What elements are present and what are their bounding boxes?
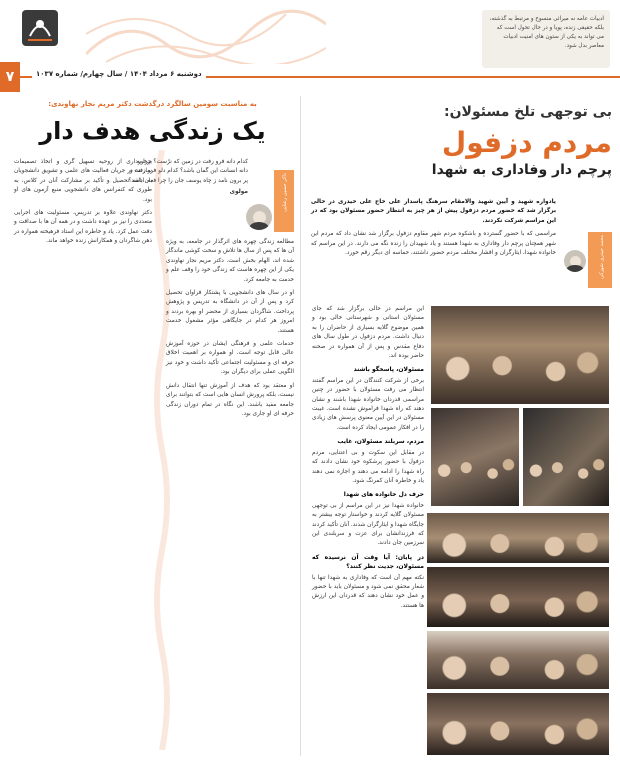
article2-paragraph: دکتر نهاوندی علاوه بر تدریس، مسئولیت های اجرایی متعددی را نیز بر عهده داشت و در همه آن ها با صداقت و دقت عمل کرد. یاد و خاطره این استاد فرهیخته همواره در ذهن شاگردان و همکارانش زنده خواهد ماند.	[14, 210, 152, 245]
article2-paragraph: او در سال های دانشجویی با پشتکار فراوان تحصیل کرد و پس از آن در دانشگاه به تدریس و پژوهش پرداخت. شاگردان بسیاری از محضر او بهره بردند و امروز هر کدام در جایگاهی مؤثر مشغول خدمت هستند.	[166, 290, 294, 334]
article1-paragraph: خانواده شهدا نیز در این مراسم از بی توجهی مسئولان گلایه کردند و خواستار توجه بیشتر به جایگاه شهدا و ایثارگران شدند. آنان تأکید کردند که فرزندانشان برای عزت و سربلندی این سرزمین جان دادند.	[312, 502, 424, 547]
page-number: ۷	[0, 62, 20, 92]
article1-subtitle: پرچم دار وفاداری به شهدا	[431, 162, 612, 178]
article1-photo-crowd	[430, 305, 610, 405]
article1-photo-mourners	[522, 407, 610, 507]
article2-author: ذاکر حسین رعنایی	[282, 173, 288, 212]
article2-paragraph: او معتقد بود که هدف از آموزش تنها انتقال دانش نیست، بلکه پرورش انسان هایی است که بتوانند برای جامعه مفید باشند. این نگاه در تمام دوران زندگی حرفه ای او جاری بود.	[166, 382, 294, 417]
article2-paragraph: مطالعه زندگی چهره های اثرگذار در جامعه، به ویژه آن ها که پس از سال ها تلاش و سخت کوشی ماندگار شده اند، الهام بخش است. دکتر مریم نجار نهاوندی یکی از این چهره هاست که زندگی خود را وقف علم و خدمت به جامعه کرد.	[166, 239, 294, 283]
article1-lead	[311, 198, 556, 262]
article2-column-d	[14, 158, 152, 251]
article1-paragraph: این مراسم در حالی برگزار شد که جای مسئولان استانی و شهرستانی خالی بود و همین موضوع گلایه بسیاری از حاضران را به دنبال داشت. مردم دزفول در طول سال های دفاع مقدس و پس از آن همواره در صحنه حاضر بوده اند.	[312, 306, 424, 360]
article2-kicker: به مناسبت سومین سالگرد درگذشت دکتر مریم نجار نهاوندی:	[48, 100, 257, 108]
article1-paragraph: در مقابل این سکوت و بی اعتنایی، مردم دزفول با حضور پرشکوه خود نشان دادند که راه شهدا را ادامه می دهند و اجازه نمی دهند یاد و خاطره آنان کمرنگ شود.	[312, 449, 424, 484]
header-quote: ادبیات عامه نه میراثی منسوخ و مرتبط به گذشته، بلکه حقیقی زنده، پویا و در حال تحول است که می تواند به یکی از ستون های امنیت ادبیات معاصر بدل شود.	[482, 10, 610, 68]
avatar-body	[566, 265, 584, 272]
article1-title: مردم دزفول	[441, 126, 612, 159]
article2-poem-credit: مولوی	[229, 189, 248, 196]
article2-header	[10, 100, 295, 146]
photo-people	[427, 654, 609, 689]
photo-people	[523, 447, 609, 506]
article1-paragraph: نکته مهم آن است که وفاداری به شهدا تنها با شعار محقق نمی شود و مسئولان باید با حضور و عمل خود نشان دهند که قدردان این ارزش ها هستند.	[312, 574, 424, 609]
article1-paragraph: مراسمی که با حضور گسترده و باشکوه مردم شهر مقاوم دزفول برگزار شد نشان داد که مردم این شهر همچنان پرچم دار وفاداری به شهدا هستند و یاد شهیدان را زنده نگه می دارند. در این مراسم که خانواده شهدا، ایثارگران و اقشار مختلف مردم حضور داشتند، حماسه ای دیگر رقم خورد.	[311, 231, 556, 257]
article1-author: محمد حیدری شورکی	[599, 235, 605, 279]
article1-lead-text: یادواره شهید و آیین شهید والامقام سرهنگ پاسدار علی حاج علی حیدری در حالی برگزار شد که حضور مردم دزفول پیش از هر چیز به انتظار حضور مسئولان بود که در این مراسم شرکت نکردند.	[311, 199, 556, 224]
column-swirl-decoration	[152, 150, 172, 750]
column-divider	[300, 96, 301, 756]
photo-people	[427, 533, 609, 563]
date-bar	[0, 66, 620, 88]
avatar-body	[249, 222, 270, 230]
header-decoration	[86, 4, 326, 64]
article1-heading: مردم، سربلند مسئولان، غایب	[337, 438, 424, 446]
article1-photo-hall	[426, 512, 610, 564]
article2-poem-text: کدام دانه فرو رفت در زمین که نرُست؟ چرا به دانه انسانت این گمان باشد؟ کدام دلو فرو رفت و پر برون نامد ز چاه یوسف جان را چرا فغان باشد؟	[128, 159, 248, 184]
article1-header	[307, 104, 612, 178]
article1-photo-audience	[426, 566, 610, 628]
page-header	[0, 0, 620, 92]
article2-author-avatar	[246, 204, 272, 230]
photo-people	[427, 591, 609, 627]
article1-photo-gathering	[426, 692, 610, 756]
article1-photo-ceremony	[430, 407, 520, 507]
article2-author-band	[274, 170, 294, 232]
issue-date: دوشنبه ۶ مرداد ۱۴۰۴ / سال چهارم/ شماره ۱۰۳۷	[32, 70, 206, 78]
article1-heading: مسئولان، پاسخگو باشند	[353, 366, 424, 374]
article1-column-a	[312, 305, 424, 615]
article2-title: یک زندگی هدف دار	[39, 117, 266, 145]
article2-paragraph: خدمات علمی و فرهنگی ایشان در حوزه آموزش عالی قابل توجه است. او همواره بر اهمیت اخلاق حرفه ای و مسئولیت اجتماعی تأکید داشت و خود نیز الگویی عملی برای دیگران بود.	[166, 341, 294, 376]
newspaper-logo-icon	[20, 8, 60, 48]
article1-paragraph: برخی از شرکت کنندگان در این مراسم گفتند انتظار می رفت مسئولان با حضور در چنین مراسمی قدردان خانواده شهدا باشند و نشان دهند که راه شهدا فراموش نشده است. غیبت مسئولان در این آیین معنوی پرسش های زیادی را در افکار عمومی ایجاد کرده است.	[312, 377, 424, 431]
photo-people	[431, 345, 609, 404]
article1-kicker: بی توجهی تلخ مسئولان:	[443, 104, 612, 120]
article1-heading: در پایان: آیا وقت آن نرسیده که مسئولان، جدیت نظر کنند؟	[312, 553, 424, 571]
article2-column-c	[166, 238, 294, 423]
article1-heading: حرف دل خانواده های شهدا	[343, 491, 424, 499]
article1-photo-family	[426, 630, 610, 690]
article1-author-avatar	[564, 250, 586, 272]
photo-people	[427, 718, 609, 755]
article1-author-band	[588, 232, 612, 288]
article2-paragraph: برخورداری از روحیه تسهیل گری و اتخاذ تصمیمات سازنده در جریان فعالیت های علمی و تشویق دانشجویان به ادامه تحصیل و تأکید بر مشارکت آنان در کلاس، به طوری که کنفرانس های دانشجویی منبع آزمون های او بود.	[14, 159, 152, 203]
photo-people	[431, 447, 519, 506]
